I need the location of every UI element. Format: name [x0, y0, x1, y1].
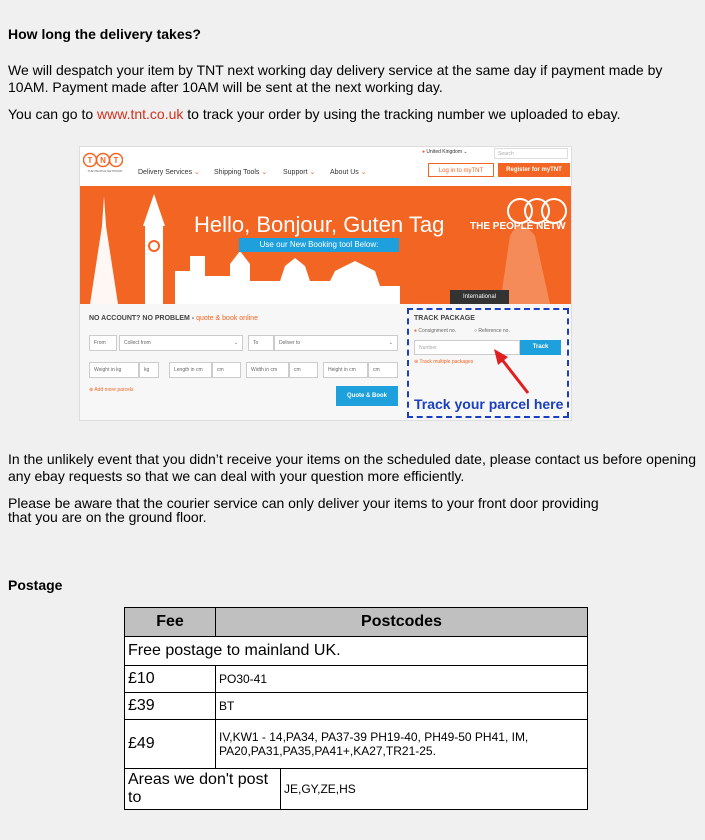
track-button[interactable]: Track: [520, 340, 561, 355]
track-package-title: TRACK PACKAGE: [414, 315, 475, 322]
quote-book-button[interactable]: Quote & Book: [336, 386, 398, 406]
postcodes-header: Postcodes: [216, 608, 588, 637]
unlikely-event-paragraph: [8, 451, 696, 485]
nav-about-us[interactable]: About Us ⌄: [330, 169, 367, 176]
kg-unit: kg: [139, 362, 159, 378]
no-post-codes-cell: JE,GY,ZE,HS: [281, 769, 588, 810]
svg-text:N: N: [100, 156, 106, 165]
nav-support[interactable]: Support ⌄: [283, 169, 316, 176]
fee-cell: £10: [125, 666, 216, 693]
table-row: [125, 666, 588, 693]
cm-unit: cm: [212, 362, 241, 378]
postcodes-line2: PA20,PA31,PA35,PA41+,KA27,TR21-25.: [219, 744, 436, 758]
table-header-row: [125, 608, 588, 637]
chevron-down-icon: ⌄: [194, 169, 200, 176]
booking-tool-banner[interactable]: Use our New Booking tool Below:: [239, 238, 399, 252]
register-button[interactable]: Register for myTNT: [498, 163, 570, 177]
table-row: [125, 637, 588, 666]
plus-icon: ⊕: [89, 387, 94, 393]
delivery-paragraph-line2: 10AM. Payment made after 10AM will be sent at the next working day.: [8, 79, 443, 95]
postcodes-cell: [216, 720, 588, 769]
fee-header: Fee: [125, 608, 216, 637]
delivery-paragraph: [8, 62, 662, 96]
length-input[interactable]: Length in cm: [169, 362, 212, 378]
search-input[interactable]: Search: [494, 148, 568, 159]
chevron-down-icon: ⌄: [388, 340, 393, 346]
courier-line1: Please be aware that the courier service can only deliver your items to your front door providing: [8, 495, 599, 511]
cm-unit: cm: [289, 362, 318, 378]
radio-selected-icon: ●: [414, 328, 418, 334]
red-arrow-icon: [480, 347, 540, 397]
nav-delivery-services[interactable]: Delivery Services ⌄: [138, 169, 200, 176]
tracking-number-input[interactable]: Number: [414, 340, 520, 355]
from-select[interactable]: Collect from ⌄: [119, 335, 243, 351]
courier-line2: that you are on the ground floor.: [8, 509, 207, 525]
no-post-label-cell: Areas we don't post to: [125, 769, 281, 810]
quote-book-link[interactable]: quote & book online: [196, 315, 258, 322]
no-account-label: NO ACCOUNT? NO PROBLEM - quote & book online: [89, 315, 258, 322]
svg-text:THE PEOPLE NETWORK: THE PEOPLE NETWORK: [87, 169, 123, 173]
hero-banner: [80, 186, 571, 304]
chevron-down-icon: ⌄: [233, 340, 238, 346]
width-input[interactable]: Width in cm: [246, 362, 289, 378]
track-multiple-link[interactable]: ⊕ Track multiple packages: [414, 359, 474, 365]
postcodes-line1: IV,KW1 - 14,PA34, PA37-39 PH19-40, PH49-50 PH41, IM,: [219, 730, 529, 744]
plus-icon: ⊕: [414, 359, 419, 365]
unlikely-event-line1: In the unlikely event that you didn’t receive your items on the scheduled date, please contact us before opening: [8, 451, 696, 467]
tnt-header: [80, 147, 571, 186]
svg-text:T: T: [113, 156, 119, 165]
add-parcels-link[interactable]: ⊕ Add more parcels: [89, 387, 134, 393]
people-network-text: THE PEOPLE NETW: [470, 221, 566, 232]
hero-title: Hello, Bonjour, Guten Tag: [194, 212, 445, 237]
tab-international[interactable]: International: [450, 290, 509, 304]
weight-input[interactable]: Weight in kg: [89, 362, 139, 378]
tracking-prefix: You can go to: [8, 106, 98, 122]
to-label: To: [248, 335, 274, 351]
table-row: [125, 769, 588, 810]
table-row: [125, 720, 588, 769]
tracking-suffix: to track your order by using the tracking number we uploaded to ebay.: [183, 106, 621, 122]
radio-empty-icon: ○: [474, 328, 478, 334]
consignment-radio[interactable]: ● Consignment no.: [414, 328, 457, 334]
reference-radio[interactable]: ○ Reference no.: [474, 328, 510, 334]
country-selector[interactable]: ● United Kingdom ⌄: [422, 149, 468, 155]
postcodes-cell: PO30-41: [216, 666, 588, 693]
delivery-paragraph-line1: We will despatch your item by TNT next working day delivery service at the same day if payment made by: [8, 62, 663, 78]
to-select[interactable]: Deliver to ⌄: [274, 335, 398, 351]
courier-paragraph: [8, 496, 599, 524]
from-label: From: [89, 335, 117, 351]
chevron-down-icon: ⌄: [360, 169, 367, 176]
login-button[interactable]: Log in to myTNT: [428, 163, 494, 177]
tnt-website-screenshot: [80, 147, 571, 420]
fee-cell: £39: [125, 693, 216, 720]
postage-table: [124, 607, 588, 810]
fee-cell: £49: [125, 720, 216, 769]
free-postage-cell: Free postage to mainland UK.: [125, 637, 588, 666]
table-row: [125, 693, 588, 720]
tnt-logo-icon[interactable]: [83, 152, 123, 178]
track-parcel-caption: Track your parcel here: [414, 396, 564, 412]
delivery-heading: How long the delivery takes?: [8, 26, 201, 42]
unlikely-event-line2: any ebay requests so that we can deal with your question more efficiently.: [8, 468, 465, 484]
tnt-link[interactable]: www.tnt.co.uk: [97, 106, 184, 122]
flag-icon: ●: [422, 149, 426, 155]
height-input[interactable]: Height in cm: [323, 362, 368, 378]
postage-heading: Postage: [8, 577, 63, 593]
chevron-down-icon: ⌄: [261, 169, 268, 176]
nav-shipping-tools[interactable]: Shipping Tools ⌄: [214, 169, 268, 176]
cm-unit: cm: [368, 362, 398, 378]
tab-national[interactable]: National: [417, 296, 440, 302]
chevron-down-icon: ⌄: [309, 169, 316, 176]
tracking-paragraph: [8, 106, 621, 123]
postcodes-cell: BT: [216, 693, 588, 720]
svg-text:T: T: [87, 156, 93, 165]
